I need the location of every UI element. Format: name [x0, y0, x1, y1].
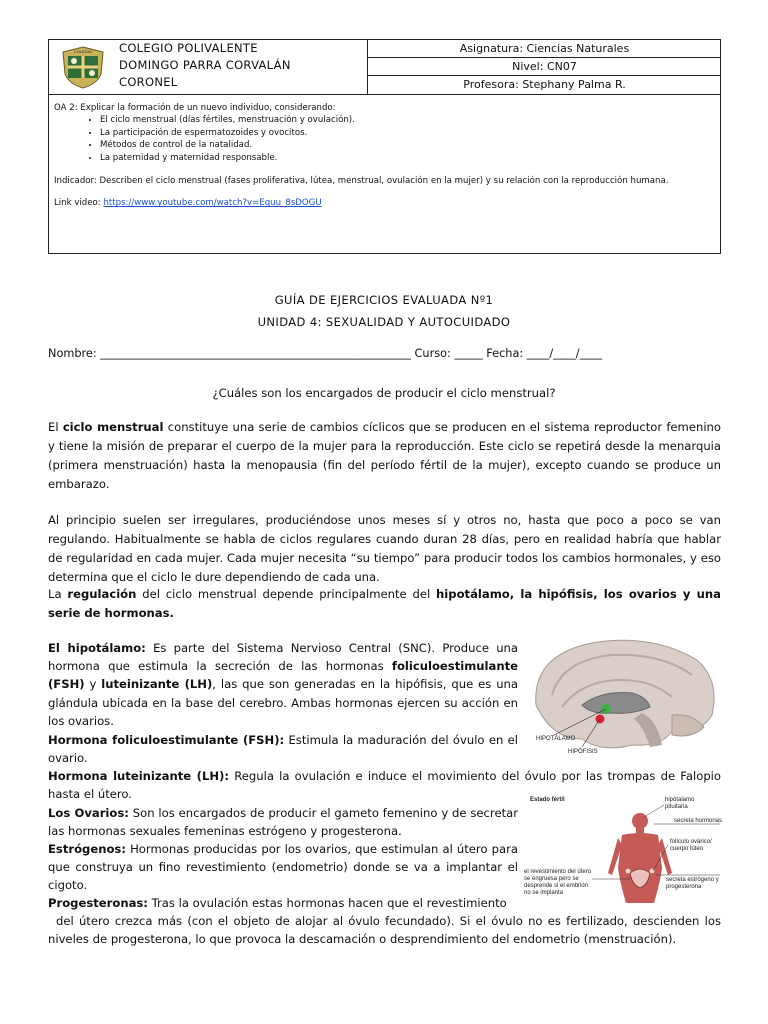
paragraph-ciclo [48, 418, 721, 494]
section-question: ¿Cuáles son los encargados de producir el ciclo menstrual? [212, 386, 556, 400]
objective-item: • El ciclo menstrual (días fértiles, menstruación y ovulación). [100, 114, 714, 126]
paragraph-irregulares: Al principio suelen ser irregulares, produciéndose unos meses sí y otros no, hasta que poco a poco se van regulando. Habitualmente se habla de ciclos regulares cuando duran 28 días, pero en realidad habría que hablar de regularidad en cada mujer. Cada mujer necesita “su tiempo” para producir todos los cambios hormonales, y eso determina que el ciclo le dure dependiendo de cada una. [48, 513, 721, 584]
guide-title: GUÍA DE EJERCICIOS EVALUADA Nº1 [274, 293, 494, 307]
school-line-3: CORONEL [119, 75, 178, 89]
label-foliculo: folículo ovárico/ [670, 839, 712, 845]
label-no-implanta: no se implanta [524, 890, 564, 896]
term-lh: luteinizante (LH) [101, 677, 213, 692]
student-form-line: Nombre: _______________________________________________________ Curso: _____ Fecha: ____/____/____ [48, 347, 603, 360]
paragraph-regulacion [48, 585, 721, 623]
fig-title: Estado fértil [530, 797, 565, 803]
video-link[interactable]: https://www.youtube.com/watch?v=Equu_8sDOGU [103, 198, 322, 209]
term-estrogenos: Estrógenos: [48, 842, 126, 856]
text: Hormonas producidas por los ovarios, que estimulan al útero para que construya un fino revestimiento (endometrio) donde se va a implantar el cigoto. [48, 842, 518, 893]
label-desprende: desprende si el embrión [524, 883, 589, 889]
text: , las que son generadas en la hipófisis, que es una glándula ubicada en la base del cerebro. Ambas hormonas ejercen su acción en los ovarios. [48, 677, 518, 728]
term-ciclo: ciclo menstrual [62, 420, 164, 434]
label-revestimiento: el revestimiento del útero [524, 869, 592, 875]
text: La [48, 587, 68, 601]
term-fsh: foliculoestimulante (FSH) [48, 659, 518, 692]
term-ovarios: Los Ovarios: [48, 806, 129, 820]
label-hipotalamo-2: hipótalamo [665, 797, 695, 803]
school-line-2: DOMINGO PARRA CORVALÁN [119, 58, 291, 72]
text: Son los encargados de producir el gameto femenino y de secretar las hormonas sexuales femeninas estrógeno y progesterona. [48, 806, 518, 839]
text: y [84, 677, 102, 692]
profesora-cell: Profesora: Stephany Palma R. [463, 78, 626, 91]
term-hipotalamo: El hipotálamo: [48, 641, 146, 655]
indicador-text: Indicador: Describen el ciclo menstrual (fases proliferativa, lútea, menstrual, ovulación en la mujer) y su relación con la reproducción humana. [54, 176, 669, 187]
school-line-1: COLEGIO POLIVALENTE [119, 41, 258, 55]
header-table [48, 39, 721, 254]
asignatura-cell: Asignatura: Ciencias Naturales [368, 40, 721, 58]
objectives-box [54, 102, 714, 210]
oa-title: OA 2: Explicar la formación de un nuevo individuo, considerando: [54, 103, 336, 113]
paragraph-fsh [48, 731, 518, 767]
text: Es parte del Sistema Nervioso Central (SNC). Produce una hormona que estimula la secreción de las hormonas [48, 641, 518, 674]
objectives-list [54, 114, 714, 164]
label-pituitaria: pituitaria [665, 804, 688, 810]
link-label: Link video: [54, 198, 101, 209]
course-info [367, 40, 721, 94]
text: Estimula la maduración del óvulo en el ovario. [48, 733, 518, 766]
school-logo-icon [57, 44, 109, 90]
paragraph-progesteronas-2: del útero crezca más (con el objeto de alojar al óvulo fecundado). Si el óvulo no es fertilizado, descienden los niveles de progesterona, lo que provoca la descamación o desprendimiento del endometrio (menstruación). [48, 914, 721, 947]
brain-diagram [522, 635, 722, 755]
logo-text: COLEGIO [73, 49, 93, 54]
label-secreta-estrogeno: secreta estrógeno y [666, 877, 719, 883]
text: Tras la ovulación estas hormonas hacen que el revestimiento [147, 896, 507, 910]
text: El [48, 420, 63, 434]
term-regulacion: regulación [67, 587, 137, 601]
paragraph-hipotalamo [48, 639, 518, 730]
text: del ciclo menstrual depende principalmente del [136, 587, 437, 601]
label-hipotalamo: HIPOTÁLAMO [536, 736, 576, 742]
label-hipofisis: HIPÓFISIS [568, 749, 598, 755]
video-link-line [54, 197, 714, 209]
fertile-state-diagram [522, 793, 722, 903]
label-cuerpo-luteo: cuerpo lúteo [670, 846, 704, 852]
term-lh-title: Hormona luteinizante (LH): [48, 769, 230, 783]
term-progesteronas: Progesteronas: [48, 896, 148, 910]
term-organos: hipotálamo, la hipófisis, los ovarios y una serie de hormonas. [48, 587, 721, 620]
objective-item: • La paternidad y maternidad responsable. [100, 152, 714, 164]
unit-title: UNIDAD 4: SEXUALIDAD Y AUTOCUIDADO [257, 315, 511, 329]
paragraph-estrogenos [48, 840, 518, 895]
term-fsh-title: Hormona foliculoestimulante (FSH): [48, 733, 285, 747]
objective-item: • La participación de espermatozoides y ovocitos. [100, 127, 714, 139]
text: constituye una serie de cambios cíclicos que se producen en el sistema reproductor femenino y tiene la misión de preparar el cuerpo de la mujer para la reproducción. Este ciclo se repetirá desde la menarquia (primera menstruación) hasta la menopausia (fin del período fértil de la mujer), excepto cuando se produce un embarazo. [48, 420, 721, 491]
objective-item: • Métodos de control de la natalidad. [100, 139, 714, 151]
label-engruesa: se engruesa pero se [524, 876, 579, 882]
nivel-cell: Nivel: CN07 [368, 58, 721, 76]
label-progesterona: progesterona [666, 884, 702, 890]
header-row [49, 40, 720, 95]
paragraph-progesteronas-1 [48, 894, 518, 912]
label-secreta-hormonas: secreta hormonas [674, 818, 722, 824]
school-name [119, 40, 291, 91]
paragraph-ovarios [48, 804, 518, 840]
text: Regula la ovulación e induce el movimiento del óvulo por las trompas de Falopio hasta el útero. [48, 769, 721, 802]
